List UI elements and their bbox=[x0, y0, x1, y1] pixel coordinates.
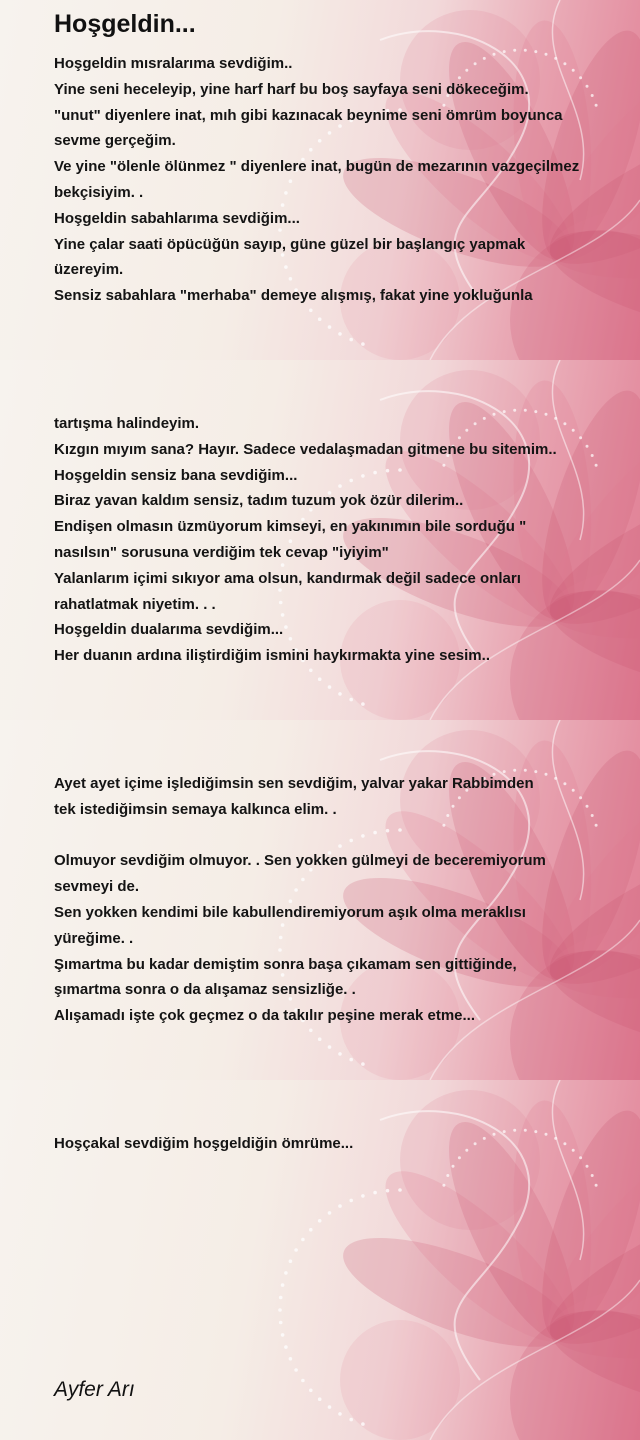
poem-author: Ayfer Arı bbox=[54, 1378, 135, 1401]
poem-stanza-3: Ayet ayet içime işlediğimsin sen sevdiğim, yalvar yakar Rabbimden tek istediğimsin semaya kalkınca elim. . Olmuyor sevdiğim olmuyor. . Sen yokken gülmeyi de beceremiyorum sevmeyi de. Sen yokken kendimi bile kabullendiremiyorum aşık olma meraklısı yüreğime. . Şımartma bu kadar demiştim sonra başa çıkamam sen gittiğinde, şımartma sonra o da alışamaz sensizliğe. . Alışamadı işte çok geçmez o da takılır peşine merak etme... bbox=[54, 775, 546, 1025]
poem-stanza-1: Hoşgeldin mısralarıma sevdiğim.. Yine seni heceleyip, yine harf harf bu boş sayfaya seni dökeceğim. "unut" diyenlere inat, mıh gibi kazınacak beynime seni ömrüm boyunca sevme gerçeğim. Ve yine "ölenle ölünmez " diyenlere inat, bugün de mezarının vazgeçilmez bekçisiyim. . Hoşgeldin sabahlarıma sevdiğim... Yine çalar saati öpücüğün sayıp, güne güzel bir başlangıç yapmak üzereyim. Sensiz sabahlara "merhaba" demeye alışmış, fakat yine yokluğunla bbox=[54, 55, 580, 305]
poem-stanza-4: Hoşçakal sevdiğim hoşgeldiğin ömrüme... bbox=[54, 1135, 354, 1152]
poem-stanza-2: tartışma halindeyim. Kızgın mıyım sana? Hayır. Sadece vedalaşmadan gitmene bu sitemim.. Hoşgeldin sensiz bana sevdiğim... Biraz yavan kaldım sensiz, tadım tuzum yok özür dilerim.. Endişen olmasın üzmüyorum kimseyi, en yakınımın bile sorduğu " nasılsın" sorusuna verdiğim tek cevap "iyiyim" Yalanlarım içimi sıkıyor ama olsun, kandırmak değil sadece onları rahatlatmak niyetim. . . Hoşgeldin dualarıma sevdiğim... Her duanın ardına iliştirdiğim ismini haykırmakta yine sesim.. bbox=[54, 415, 557, 665]
poem-title: Hoşgeldin... bbox=[54, 10, 196, 38]
